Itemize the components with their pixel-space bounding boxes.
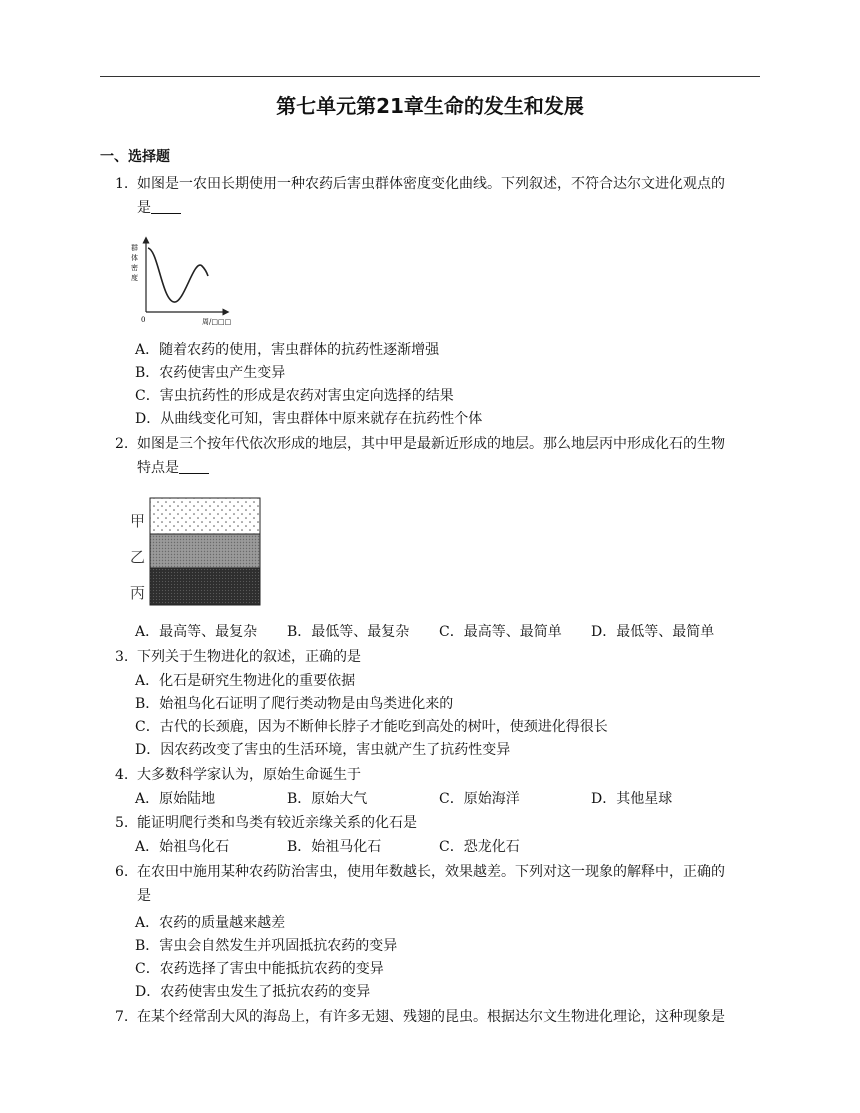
option-6d[interactable]: D．农药使害虫发生了抵抗农药的变异 [135, 984, 371, 1000]
option-3b[interactable]: B．始祖鸟化石证明了爬行类动物是由鸟类进化来的 [135, 696, 454, 712]
option-1c[interactable]: C．害虫抗药性的形成是农药对害虫定向选择的结果 [135, 388, 454, 404]
option-6a[interactable]: A．农药的质量越来越差 [135, 915, 286, 931]
option-3d[interactable]: D．因农药改变了害虫的生活环境，害虫就产生了抗药性变异 [135, 742, 511, 758]
question-4 [115, 763, 765, 787]
answer-blank [179, 459, 209, 474]
question-text: 如图是三个按年代依次形成的地层，其中甲是最新近形成的地层。那么地层丙中形成化石的生物 [137, 436, 725, 452]
question-5 [115, 811, 765, 835]
question-2 [115, 432, 765, 480]
top-rule [100, 76, 760, 77]
question-text: 能证明爬行类和鸟类有较近亲缘关系的化石是 [137, 815, 417, 831]
ylabel-char-1: 群 [131, 244, 138, 252]
ylabel-char-4: 度 [131, 274, 138, 282]
question-number: 1. [115, 176, 129, 192]
option-4d[interactable]: D．其他星球 [591, 791, 673, 807]
question-text-cont: 是 [137, 888, 151, 904]
question-number: 6. [115, 864, 129, 880]
question-7 [115, 1005, 765, 1029]
option-2b[interactable]: B．最低等、最复杂 [287, 624, 410, 640]
question-text-cont: 是 [137, 200, 151, 216]
option-1d[interactable]: D．从曲线变化可知，害虫群体中原来就存在抗药性个体 [135, 411, 483, 427]
option-2a[interactable]: A．最高等、最复杂 [135, 624, 258, 640]
question-text: 在农田中施用某种农药防治害虫，使用年数越长，效果越差。下列对这一现象的解释中，正确的 [137, 864, 725, 880]
option-3c[interactable]: C．古代的长颈鹿，因为不断伸长脖子才能吃到高处的树叶，使颈进化得很长 [135, 719, 608, 735]
option-1b[interactable]: B．农药使害虫产生变异 [135, 365, 286, 381]
ylabel-char-2: 体 [131, 254, 138, 262]
strata-figure [128, 496, 263, 608]
answer-blank [151, 199, 181, 214]
option-6b[interactable]: B．害虫会自然发生并巩固抵抗农药的变异 [135, 938, 398, 954]
question-number: 2. [115, 436, 129, 452]
option-4a[interactable]: A．原始陆地 [135, 791, 216, 807]
option-5b[interactable]: B．始祖马化石 [287, 839, 382, 855]
x-axis-label: 周/□□□ [202, 318, 232, 326]
layer-label-bing: 丙 [130, 584, 146, 602]
density-curve-figure [128, 236, 238, 328]
option-4b[interactable]: B．原始大气 [287, 791, 368, 807]
option-4c[interactable]: C．原始海洋 [439, 791, 520, 807]
option-3a[interactable]: A．化石是研究生物进化的重要依据 [135, 673, 356, 689]
question-6 [115, 860, 765, 908]
question-text: 大多数科学家认为，原始生命诞生于 [137, 767, 361, 783]
question-text: 在某个经常刮大风的海岛上，有许多无翅、残翅的昆虫。根据达尔文生物进化理论，这种现象是 [137, 1009, 725, 1025]
question-number: 3. [115, 649, 129, 665]
question-text: 如图是一农田长期使用一种农药后害虫群体密度变化曲线。下列叙述，不符合达尔文进化观点的 [137, 176, 725, 192]
layer-label-yi: 乙 [130, 548, 146, 566]
question-text: 下列关于生物进化的叙述，正确的是 [137, 649, 361, 665]
option-2d[interactable]: D．最低等、最简单 [591, 624, 715, 640]
question-number: 7. [115, 1009, 129, 1025]
option-6c[interactable]: C．农药选择了害虫中能抵抗农药的变异 [135, 961, 384, 977]
layer-label-jia: 甲 [130, 512, 146, 530]
layer-bing [150, 568, 260, 605]
question-text-cont: 特点是 [137, 460, 179, 476]
origin-label: 0 [141, 316, 146, 324]
layer-jia [150, 498, 260, 534]
ylabel-char-3: 密 [131, 264, 138, 272]
question-number: 5. [115, 815, 129, 831]
section-heading: 一、选择题 [100, 149, 170, 165]
page-title: 第七单元第21章生命的发生和发展 [276, 94, 584, 118]
question-3 [115, 645, 765, 669]
option-5c[interactable]: C．恐龙化石 [439, 839, 520, 855]
question-1 [115, 172, 765, 220]
density-curve [148, 248, 208, 302]
question-number: 4. [115, 767, 129, 783]
layer-yi [150, 534, 260, 568]
option-2c[interactable]: C．最高等、最简单 [439, 624, 562, 640]
option-5a[interactable]: A．始祖鸟化石 [135, 839, 230, 855]
option-1a[interactable]: A．随着农药的使用，害虫群体的抗药性逐渐增强 [135, 342, 440, 358]
